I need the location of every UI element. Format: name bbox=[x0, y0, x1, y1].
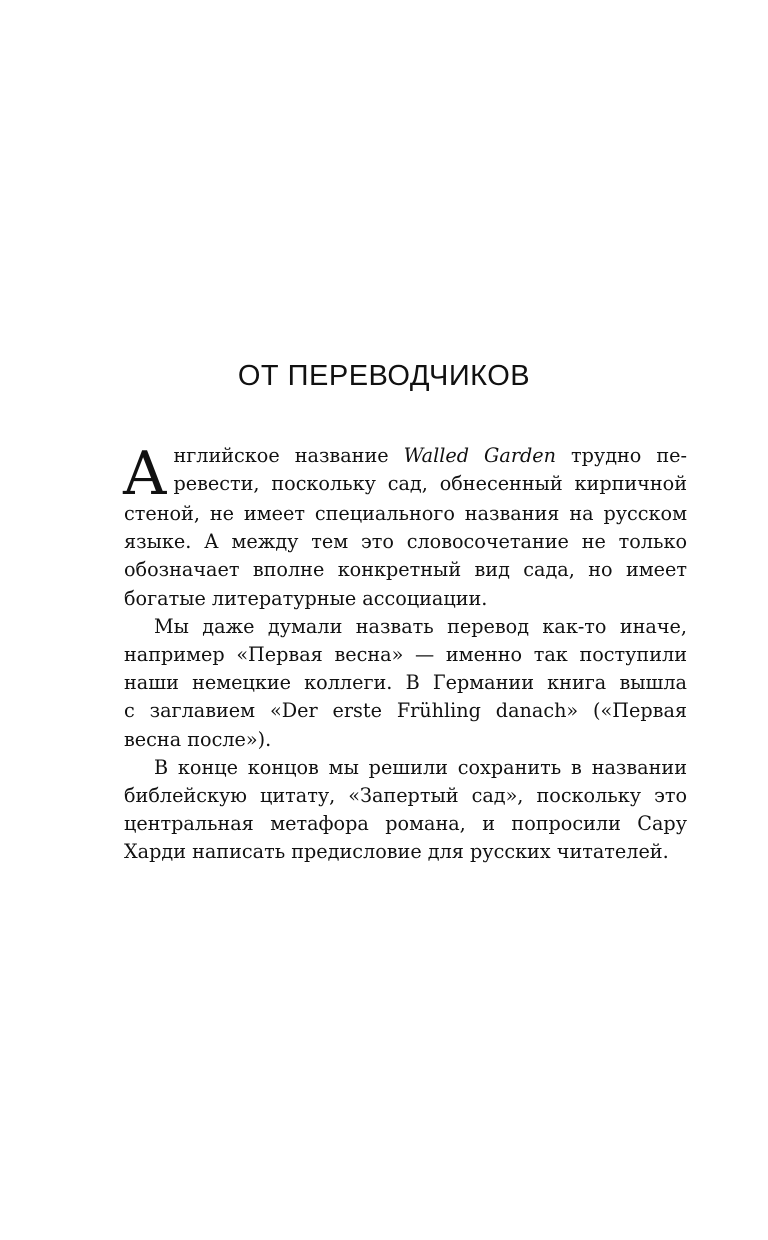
text-span: трудно пе- bbox=[555, 444, 687, 467]
text-line: весна после»). bbox=[124, 727, 272, 751]
paragraph-1 bbox=[122, 439, 687, 613]
paragraph-3 bbox=[124, 754, 687, 867]
text-line: с заглавием «Der erste Frühling danach» («Первая bbox=[124, 699, 687, 723]
text-line: обозначает вполне конкретный вид сада, но имеет bbox=[124, 558, 687, 582]
text-line: ревести, поскольку сад, обнесенный кирпичной bbox=[173, 472, 687, 496]
text-line: библейскую цитату, «Запертый сад», поскольку это bbox=[124, 784, 687, 808]
dropcap-letter: А bbox=[122, 439, 168, 509]
text-span: нглийское название bbox=[173, 444, 404, 467]
text-line: Харди написать предисловие для русских читателей. bbox=[124, 840, 669, 864]
text-line: Мы даже думали назвать перевод как-то иначе, bbox=[154, 614, 687, 638]
text-line: языке. А между тем это словосочетание не только bbox=[124, 530, 687, 554]
text-line: богатые литературные ассоциации. bbox=[124, 586, 488, 610]
dropcap-block bbox=[122, 439, 687, 509]
body-text bbox=[122, 439, 687, 867]
page-title: ОТ ПЕРЕВОДЧИКОВ bbox=[237, 360, 531, 392]
text-line: центральная метафора романа, и попросили Сару bbox=[124, 812, 687, 836]
italic-title: Walled Garden bbox=[403, 444, 556, 467]
text-line: например «Первая весна» — именно так поступили bbox=[124, 643, 687, 667]
text-line: наши немецкие коллеги. В Германии книга вышла bbox=[124, 671, 687, 695]
text-line: стеной, не имеет специального названия на русском bbox=[124, 502, 687, 525]
text-line bbox=[124, 442, 687, 470]
paragraph-2 bbox=[124, 613, 687, 754]
text-line: В конце концов мы решили сохранить в названии bbox=[154, 755, 687, 779]
